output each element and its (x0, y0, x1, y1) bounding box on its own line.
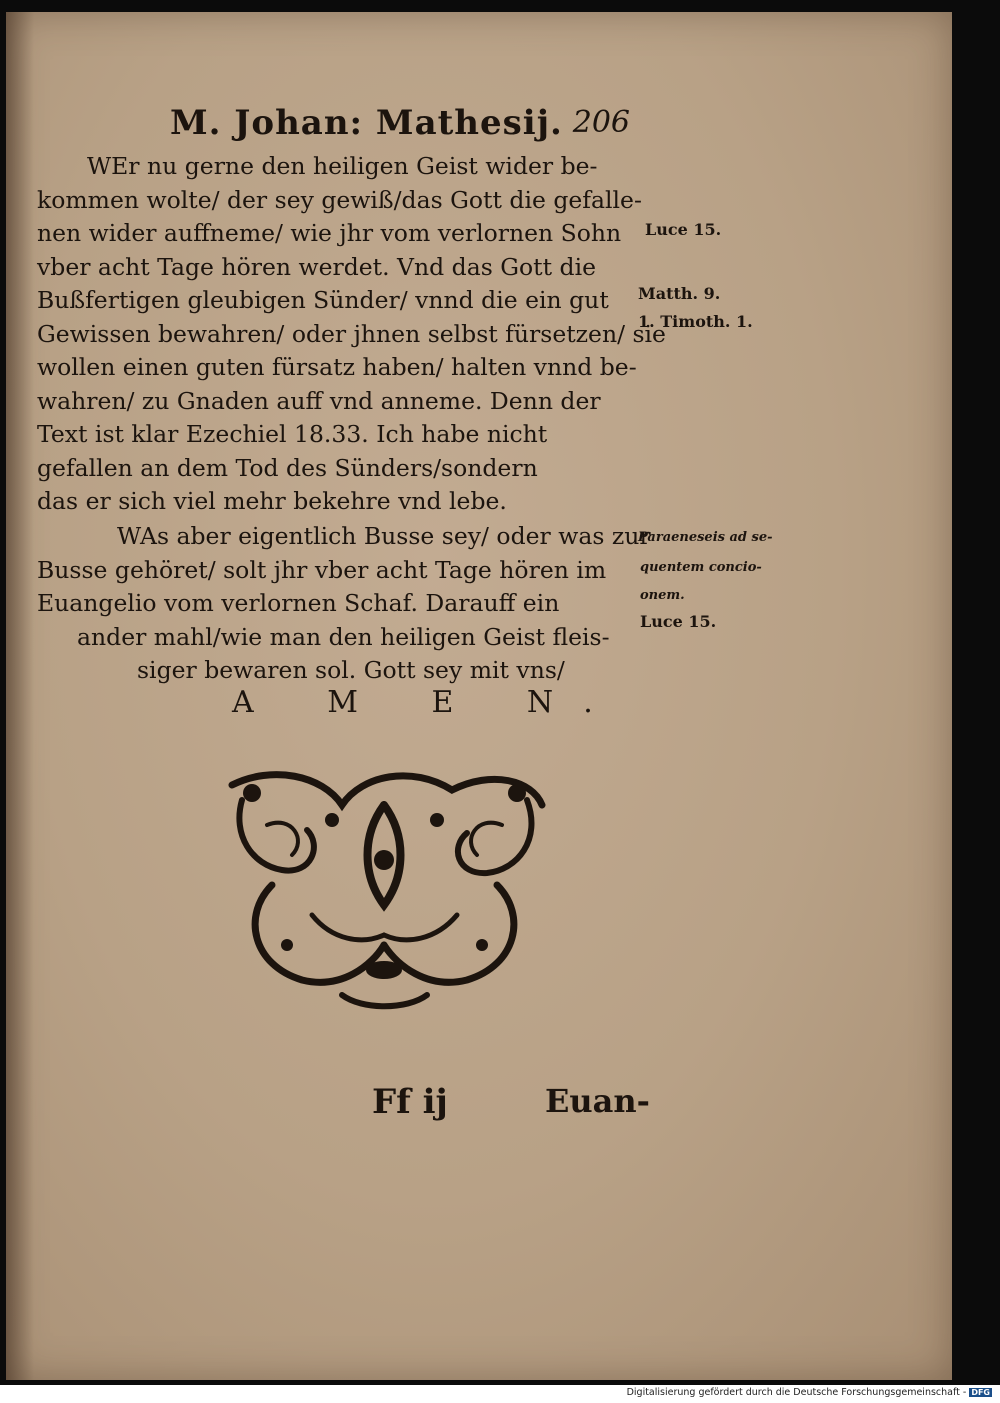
paragraph-1 (37, 150, 666, 519)
printers-ornament (212, 765, 557, 1015)
marginal-note: 1. Timoth. 1. (638, 312, 753, 331)
text-line: Text ist klar Ezechiel 18.33. Ich habe nicht (37, 420, 548, 448)
marginal-note: quentem concio- (640, 560, 762, 575)
marginal-note: Luce 15. (640, 612, 717, 631)
dfg-logo: DFG (971, 1388, 990, 1397)
running-header (170, 103, 640, 151)
text-line: siger bewaren sol. Gott sey mit vns/ (137, 656, 565, 684)
text-line: Busse gehöret/ solt jhr vber acht Tage hören im (37, 555, 607, 584)
credit-text: Digitalisierung gefördert durch die Deutsche Forschungsgemeinschaft - (626, 1387, 967, 1398)
paragraph-2 (37, 520, 651, 688)
text-line: wollen einen guten fürsatz haben/ halten vnnd be- (37, 353, 637, 381)
text-line: Gewissen bewahren/ oder jhnen selbst fürsetzen/ sie (37, 319, 666, 348)
text-line: WEr nu gerne den heiligen Geist wider be- (87, 152, 598, 180)
marginal-note: onem. (640, 588, 685, 603)
digitization-credit (627, 1387, 992, 1398)
text-line: wahren/ zu Gnaden auff vnd anneme. Denn der (37, 386, 601, 415)
text-line: Bußfertigen gleubigen Sünder/ vnnd die ein gut (37, 286, 609, 314)
catchword: Euan- (545, 1082, 650, 1120)
text-line: WAs aber eigentlich Busse sey/ oder was zur (117, 522, 651, 550)
marginal-note: Paraeneseis ad se- (638, 530, 773, 545)
text-line: ander mahl/wie man den heiligen Geist fleis- (77, 622, 610, 651)
running-title: M. Johan: Mathesij. (170, 103, 563, 143)
page-number: 206 (572, 105, 630, 140)
signature-mark: Ff ij (372, 1082, 448, 1122)
text-line: gefallen an dem Tod des Sünders/sondern (37, 453, 538, 482)
text-line: nen wider auffneme/ wie jhr vom verlornen Sohn (37, 219, 622, 247)
text-line: vber acht Tage hören werdet. Vnd das Gott die (37, 252, 596, 281)
text-line: kommen wolte/ der sey gewiß/das Gott die gefalle- (37, 185, 642, 214)
amen-line: A M E N. (232, 685, 625, 720)
page-gutter-shadow (6, 12, 34, 1380)
marginal-note: Matth. 9. (638, 284, 721, 303)
text-line: Euangelio vom verlornen Schaf. Darauff ein (37, 589, 560, 617)
marginal-note: Luce 15. (645, 220, 722, 239)
text-line: das er sich viel mehr bekehre vnd lebe. (37, 487, 507, 515)
